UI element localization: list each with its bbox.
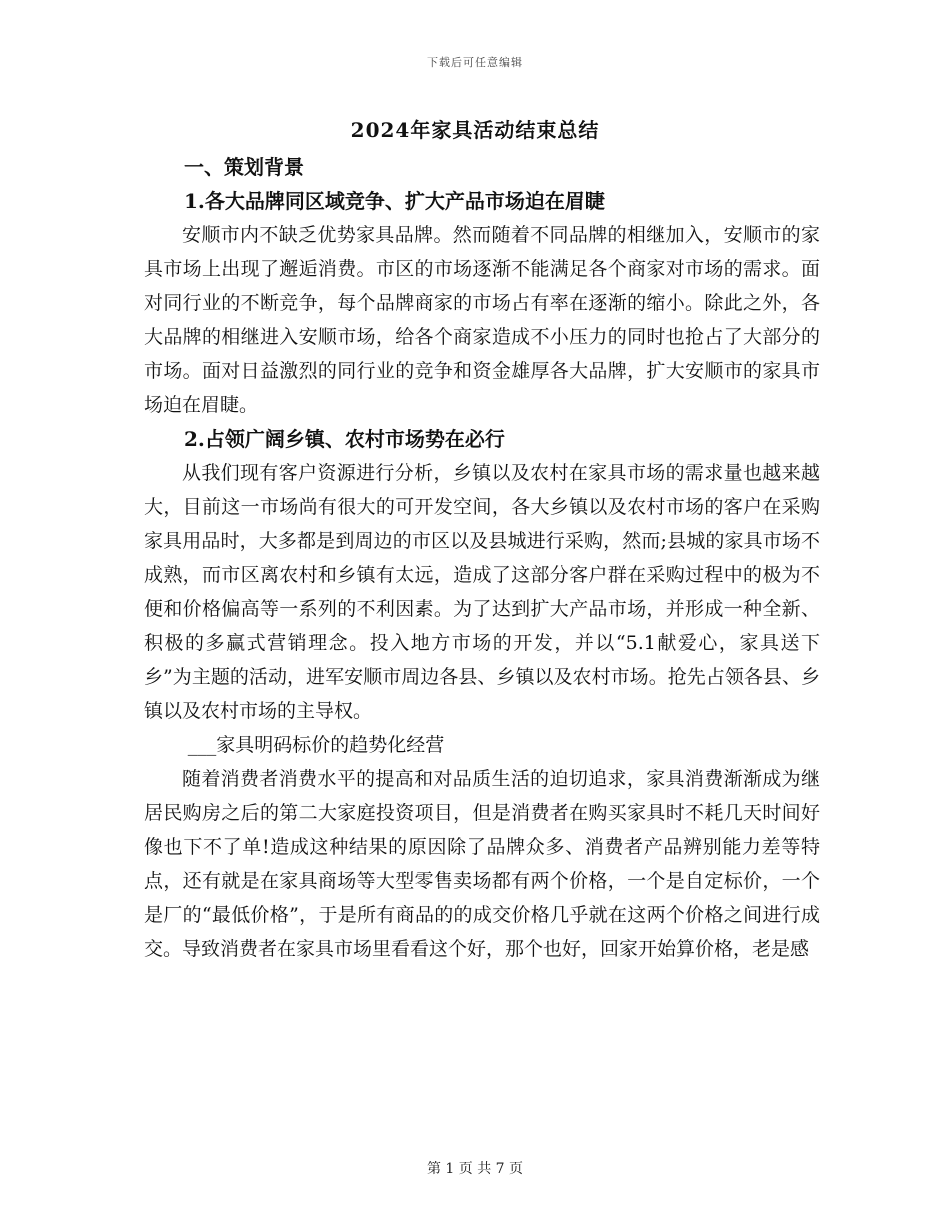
paragraph-rural-market: 从我们现有客户资源进行分析，乡镇以及农村在家具市场的需求量也越来越大，目前这一市场尚有很大的可开发空间，各大乡镇以及农村市场的客户在采购家具用品时，大多都是到周边的市区以及县城进行采购，然而;县城的家具市场不成熟，而市区离农村和乡镇有太远，造成了这部分客户群在采购过程中的极为不便和价格偏高等一系列的不利因素。为了达到扩大产品市场，并形成一种全新、积极的多赢式营销理念。投入地方市场的开发，并以“5.1献爱心，家具送下乡”为主题的活动，进军安顺市周边各县、乡镇以及农村市场。抢先占领各县、乡镇以及农村市场的主导权。 (144, 462, 820, 722)
paragraph-competition: 安顺市内不缺乏优势家具品牌。然而随着不同品牌的相继加入，安顺市的家具市场上出现了邂逅消费。市区的市场逐渐不能满足各个商家对市场的需求。面对同行业的不断竞争，每个品牌商家的市场占有率在逐渐的缩小。除此之外，各大品牌的相继进入安顺市场，给各个商家造成不小压力的同时也抢占了大部分的市场。面对日益激烈的同行业的竞争和资金雄厚各大品牌，扩大安顺市的家具市场迫在眉睫。 (144, 224, 820, 416)
subsection-heading-pricing: ___家具明码标价的趋势化经营 (187, 734, 445, 756)
header-note: 下载后可任意编辑 (427, 56, 523, 69)
section-heading-background: 一、策划背景 (184, 155, 304, 179)
document-title: 2024年家具活动结束总结 (350, 118, 600, 142)
paragraph-pricing: 随着消费者消费水平的提高和对品质生活的迫切追求，家具消费渐渐成为继居民购房之后的第二大家庭投资项目，但是消费者在购买家具时不耗几天时间好像也下不了单!造成这种结果的原因除了品牌众多、消费者产品辨别能力差等特点，还有就是在家具商场等大型零售卖场都有两个价格，一个是自定标价，一个是厂的“最低价格”，于是所有商品的的成交价格几乎就在这两个价格之间进行成交。导致消费者在家具市场里看看这个好，那个也好，回家开始算价格，老是感 (144, 768, 820, 960)
document-body (144, 150, 820, 966)
subsection-heading-competition: 1.各大品牌同区域竞争、扩大产品市场迫在眉睫 (184, 189, 605, 213)
subsection-heading-rural-market: 2.占领广阔乡镇、农村市场势在必行 (184, 427, 505, 451)
page-indicator: 第 1 页 共 7 页 (426, 1161, 524, 1177)
